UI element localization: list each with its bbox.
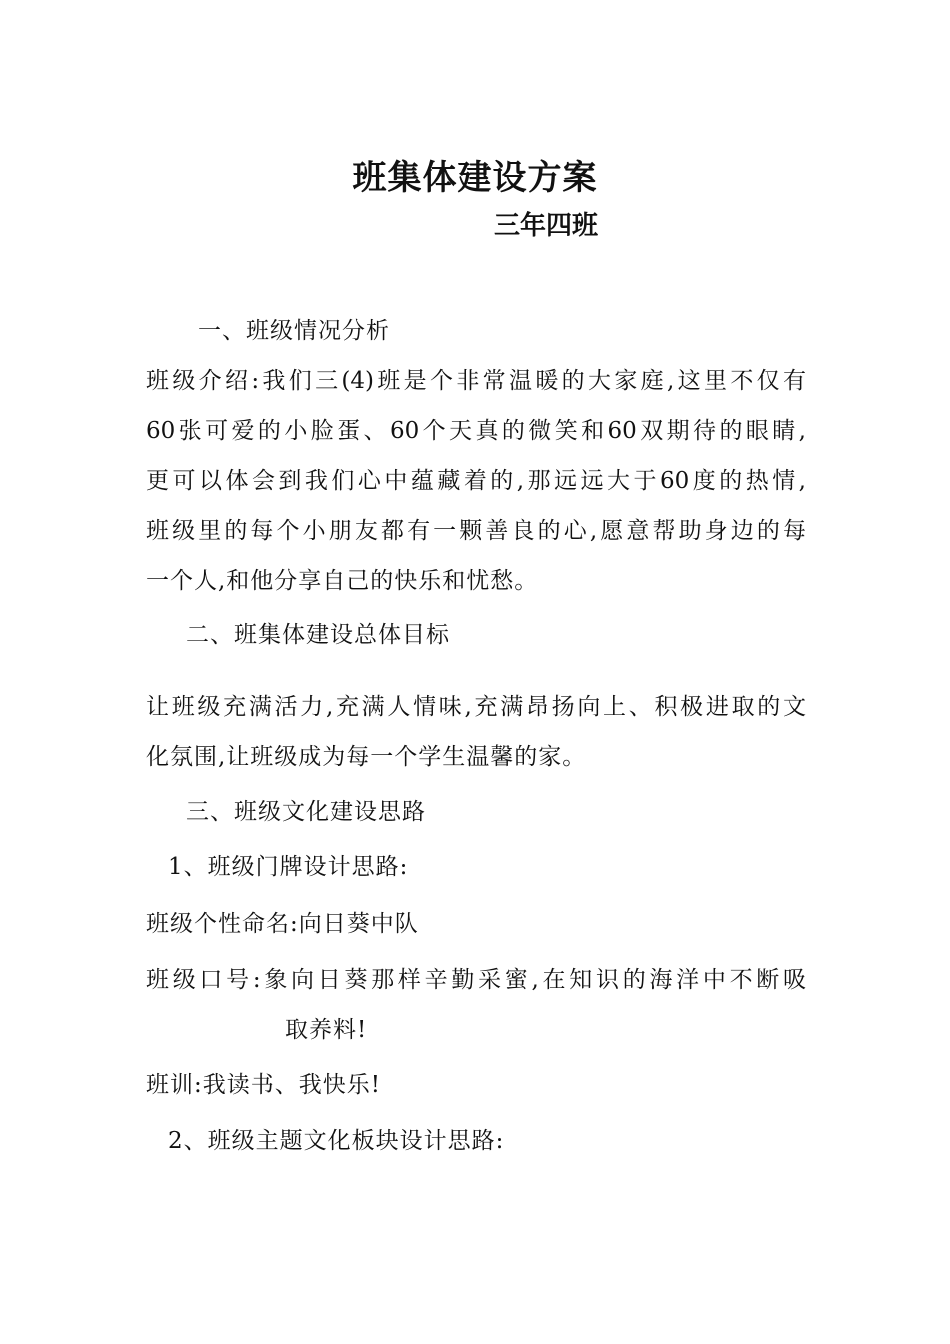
section-3-heading: 三、班级文化建设思路 (186, 799, 426, 825)
class-slogan-line-2: 取养料! (285, 1017, 368, 1043)
section-1-line-2: 60张可爱的小脸蛋、60个天真的微笑和60双期待的眼睛, (146, 418, 806, 444)
class-motto-line: 班训:我读书、我快乐! (146, 1072, 381, 1098)
section-1-line-1: 班级介绍:我们三(4)班是个非常温暖的大家庭,这里不仅有 (146, 368, 806, 394)
section-3-2-heading: 2、班级主题文化板块设计思路: (168, 1128, 505, 1154)
section-3-1-heading: 1、班级门牌设计思路: (168, 854, 409, 880)
section-2-line-2: 化氛围,让班级成为每一个学生温馨的家。 (146, 744, 587, 770)
section-2-line-1: 让班级充满活力,充满人情味,充满昂扬向上、积极进取的文 (146, 694, 806, 720)
section-2-heading: 二、班集体建设总体目标 (186, 622, 450, 648)
document-title: 班集体建设方案 (352, 158, 598, 198)
section-1-heading: 一、班级情况分析 (198, 318, 390, 344)
section-1-line-3: 更可以体会到我们心中蕴藏着的,那远远大于60度的热情, (146, 468, 806, 494)
class-name-line: 班级个性命名:向日葵中队 (146, 911, 419, 937)
section-1-line-5: 一个人,和他分享自己的快乐和忧愁。 (146, 568, 539, 594)
document-subtitle: 三年四班 (494, 211, 599, 241)
class-slogan-line-1: 班级口号:象向日葵那样辛勤采蜜,在知识的海洋中不断吸 (146, 967, 806, 993)
section-1-line-4: 班级里的每个小朋友都有一颗善良的心,愿意帮助身边的每 (146, 518, 806, 544)
